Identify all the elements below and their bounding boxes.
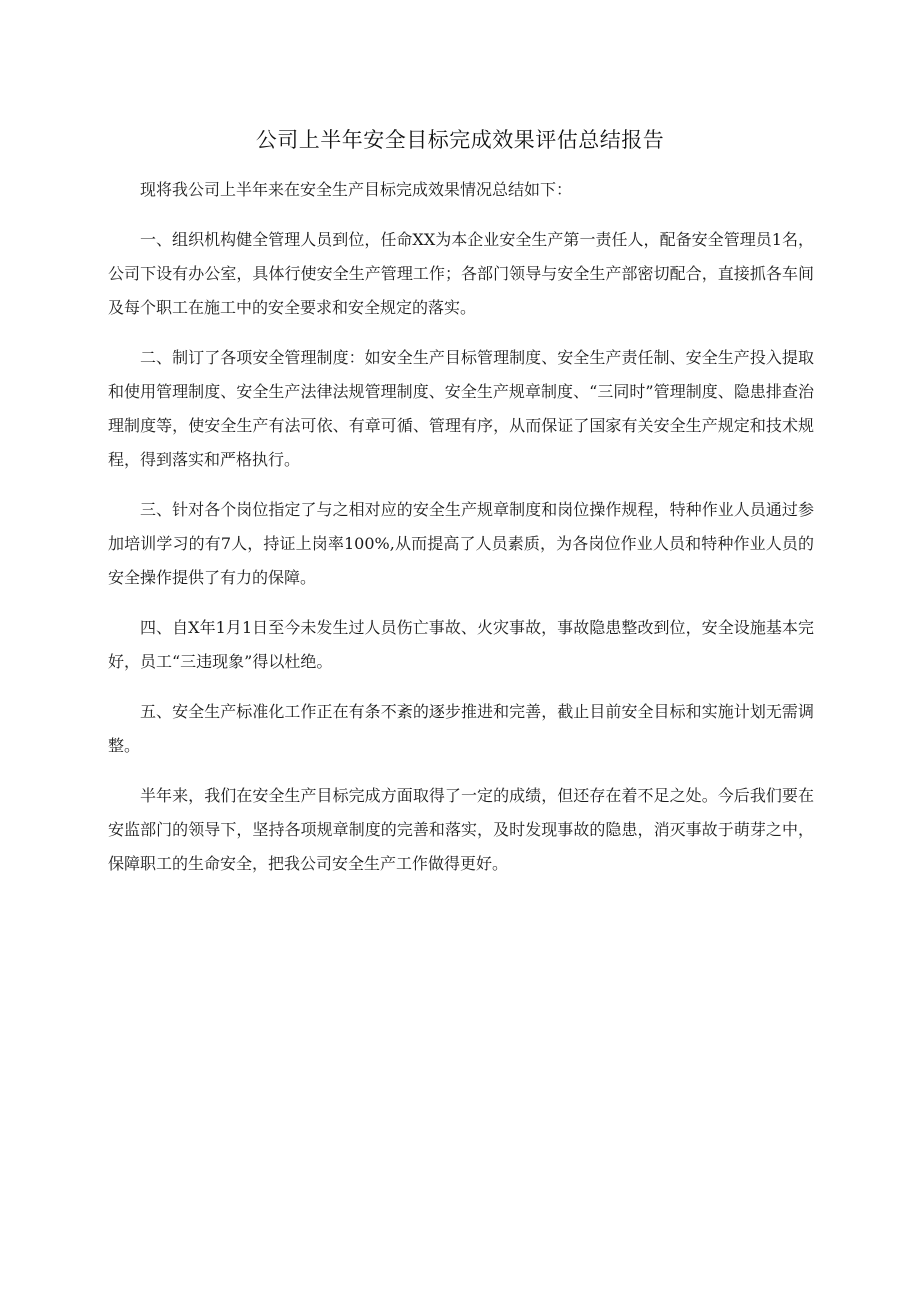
paragraph-5: 五、安全生产标准化工作正在有条不紊的逐步推进和完善，截止目前安全目标和实施计划无需调整。 xyxy=(108,702,814,755)
paragraph-1: 一、组织机构健全管理人员到位，任命XX为本企业安全生产第一责任人，配备安全管理员1名，公司下设有办公室，具体行使安全生产管理工作；各部门领导与安全生产部密切配合，直接抓各车间及每个职工在施工中的安全要求和安全规定的落实。 xyxy=(108,230,814,317)
paragraph-2: 二、制订了各项安全管理制度：如安全生产目标管理制度、安全生产责任制、安全生产投入提取和使用管理制度、安全生产法律法规管理制度、安全生产规章制度、“三同时”管理制度、隐患排查治理制度等，使安全生产有法可依、有章可循、管理有序，从而保证了国家有关安全生产规定和技术规程，得到落实和严格执行。 xyxy=(108,348,814,469)
paragraph-3: 三、针对各个岗位指定了与之相对应的安全生产规章制度和岗位操作规程，特种作业人员通过参加培训学习的有7人，持证上岗率100%,从而提高了人员素质，为各岗位作业人员和特种作业人员的安全操作提供了有力的保障。 xyxy=(108,500,814,587)
document-body xyxy=(108,173,814,897)
paragraph-intro: 现将我公司上半年来在安全生产目标完成效果情况总结如下： xyxy=(140,180,573,199)
paragraph-4: 四、自X年1月1日至今未发生过人员伤亡事故、火灾事故，事故隐患整改到位，安全设施基本完好，员工“三违现象”得以杜绝。 xyxy=(108,618,814,671)
document-title: 公司上半年安全目标完成效果评估总结报告 xyxy=(255,128,665,152)
paragraph-conclusion: 半年来，我们在安全生产目标完成方面取得了一定的成绩，但还存在着不足之处。今后我们要在安监部门的领导下，坚持各项规章制度的完善和落实，及时发现事故的隐患，消灭事故于萌芽之中，保障职工的生命安全，把我公司安全生产工作做得更好。 xyxy=(108,786,814,873)
